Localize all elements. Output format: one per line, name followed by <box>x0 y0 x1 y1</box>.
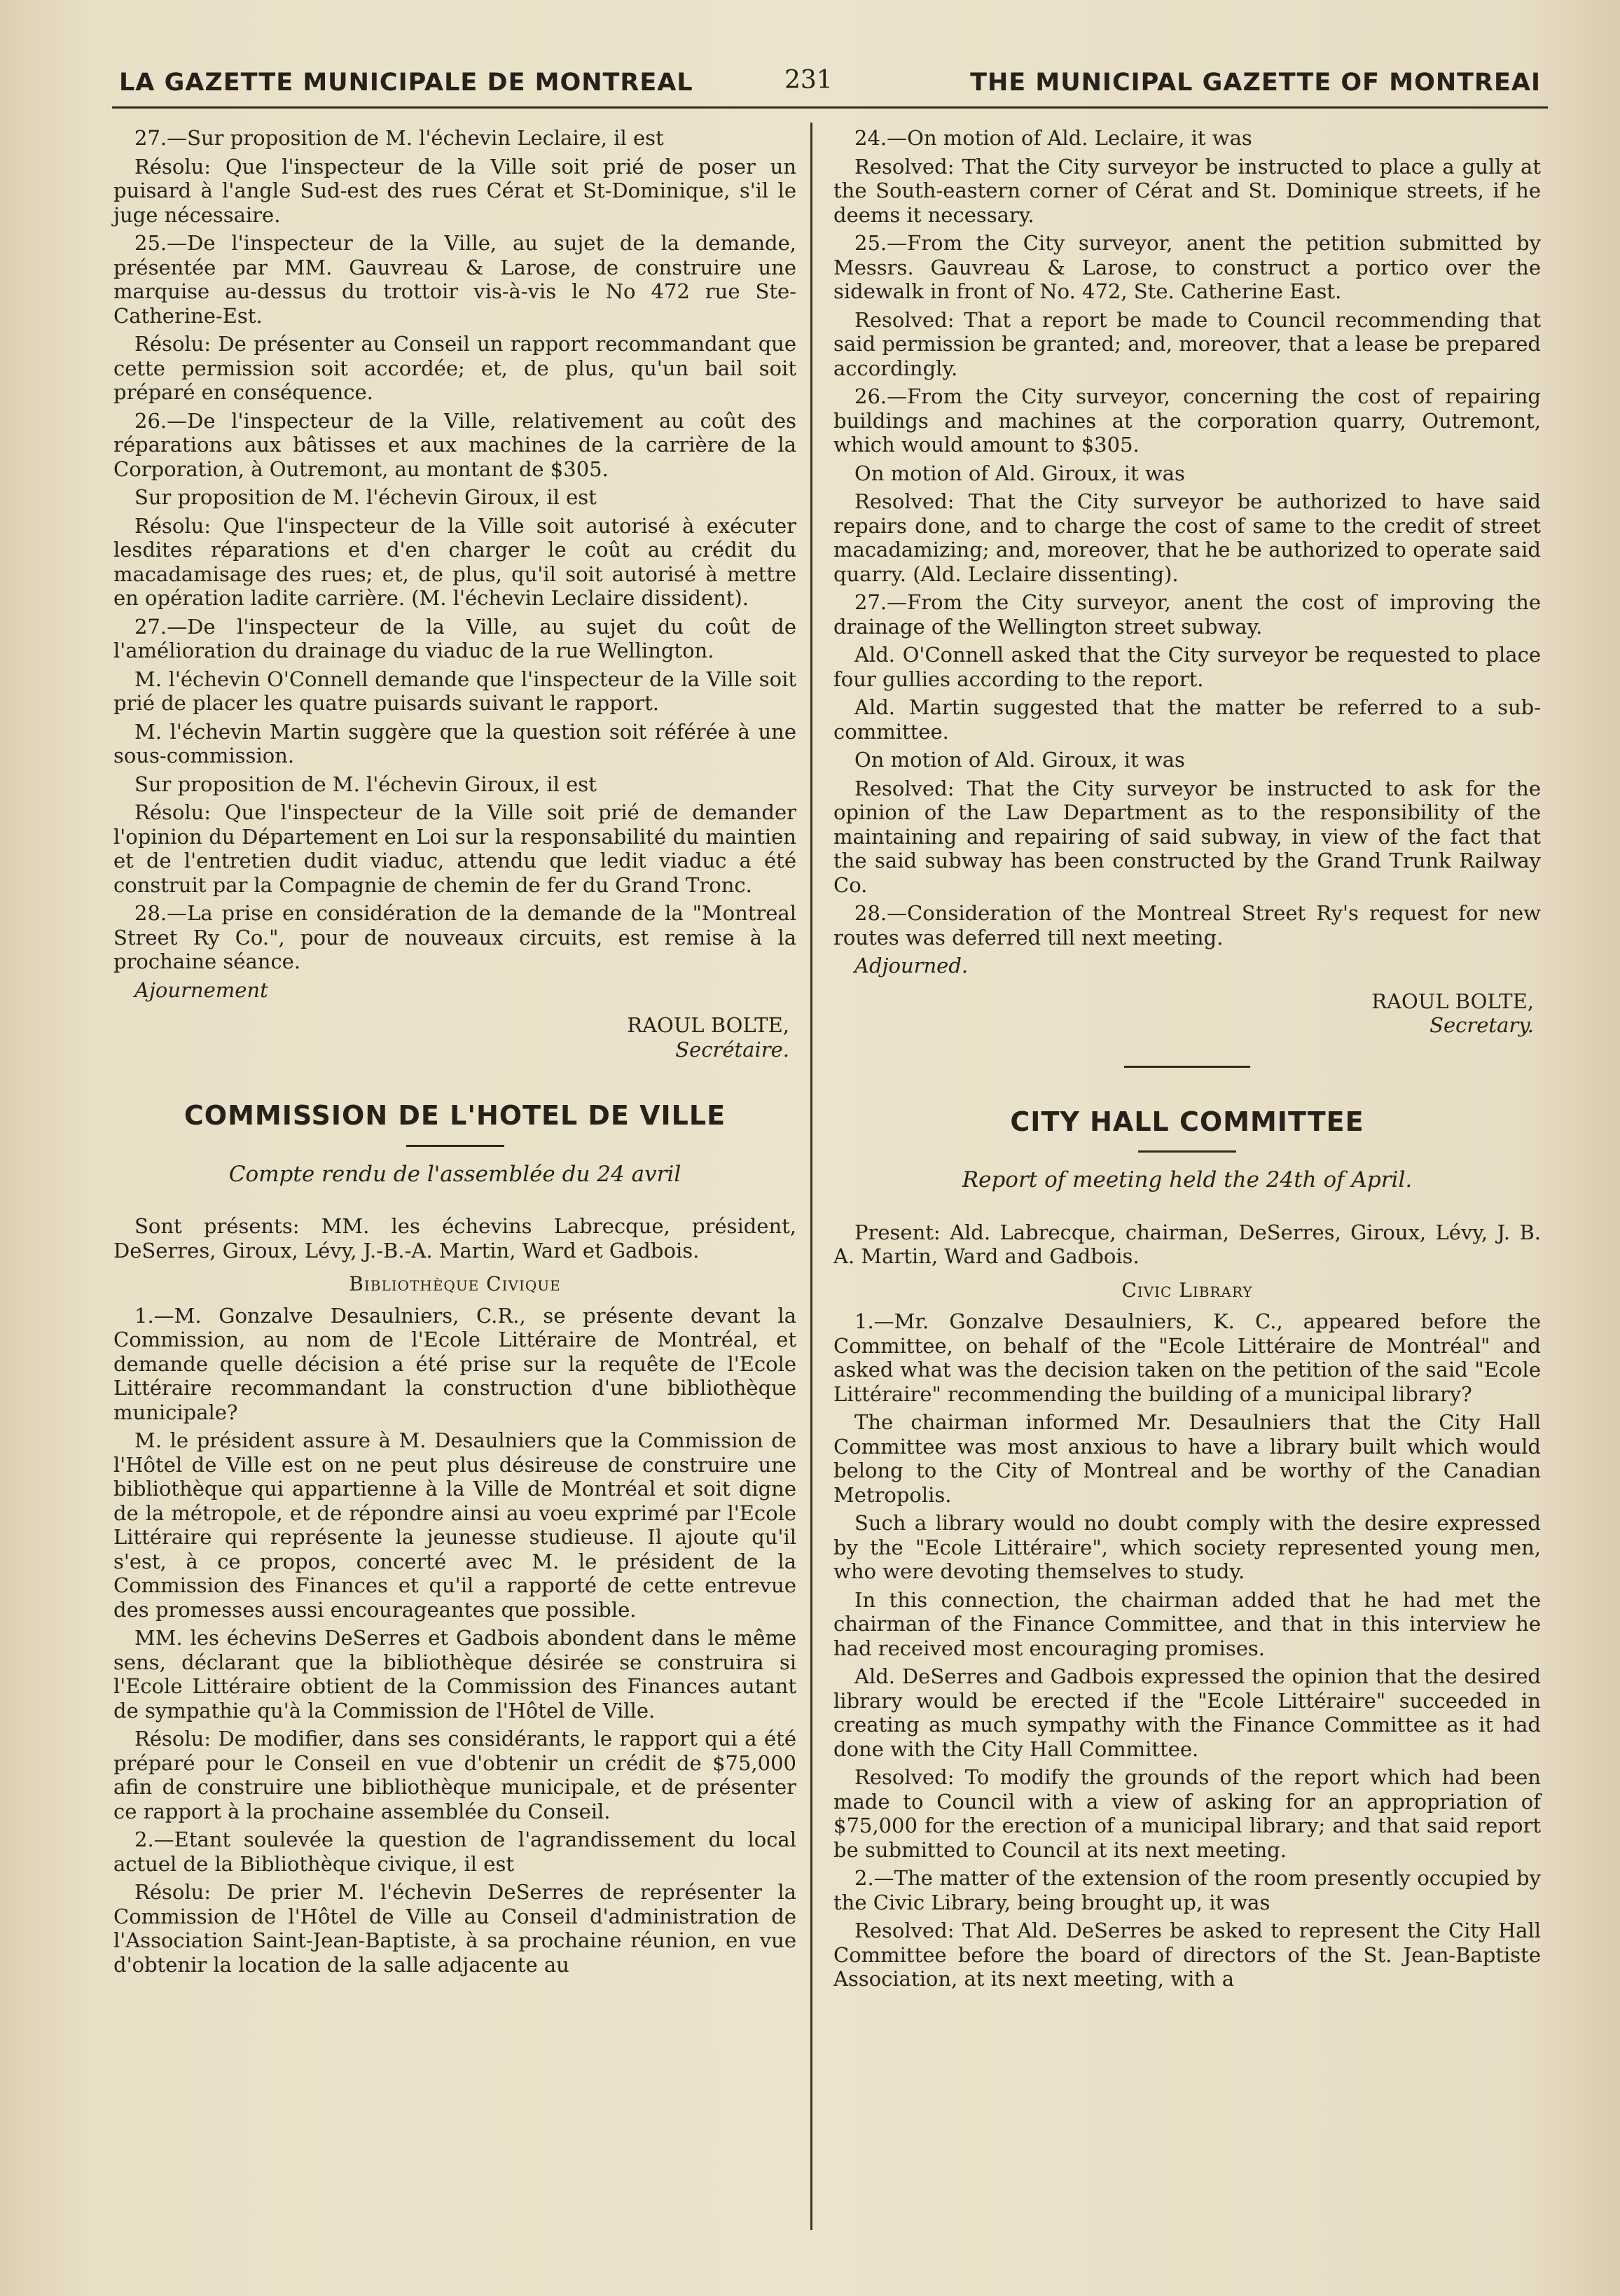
header-french-title: LA GAZETTE MUNICIPALE DE MONTREAL <box>119 69 693 97</box>
fr-paragraph: 26.—De l'inspecteur de la Ville, relativement au coût des réparations aux bâtisses et aux machines de la carrière de la Corporation, à Outremont, au montant de $305. <box>113 408 796 481</box>
fr-paragraph: 27.—De l'inspecteur de la Ville, au sujet du coût de l'amélioration du drainage du viaduc de la rue Wellington. <box>113 614 796 662</box>
en-paragraph: 24.—On motion of Ald. Leclaire, it was <box>854 126 1252 150</box>
en-paragraph: On motion of Ald. Giroux, it was <box>854 461 1185 485</box>
en-paragraph: Such a library would no doubt comply with the desire expressed by the "Ecole Littéraire", which society represented young men, who were devoting themselves to study. <box>833 1511 1541 1583</box>
english-column <box>833 126 1541 1996</box>
fr-paragraph: Sur proposition de M. l'échevin Giroux, il est <box>134 485 597 509</box>
fr-paragraph: Résolu: Que l'inspecteur de la Ville soit autorisé à exécuter lesdites réparations et d'en charger le coût au crédit du macadamisage des rues; et, de plus, qu'il soit autorisé à mettre en opération ladite carrière. (M. l'échevin Leclaire dissident). <box>113 513 796 610</box>
fr-signature-role: Secrétaire. <box>675 1037 789 1062</box>
header-english-title: THE MUNICIPAL GAZETTE OF MONTREAI <box>970 69 1541 97</box>
page-number: 231 <box>784 66 833 95</box>
fr-paragraph: 27.—Sur proposition de M. l'échevin Leclaire, il est <box>134 126 664 150</box>
en-paragraph: 25.—From the City surveyor, anent the petition submitted by Messrs. Gauvreau & Larose, to construct a portico over the sidewalk in front of No. 472, Ste. Catherine East. <box>833 231 1541 303</box>
fr-signature <box>113 1013 796 1062</box>
fr-paragraph: 2.—Etant soulevée la question de l'agrandissement du local actuel de la Bibliothèque civique, il est <box>113 1828 796 1876</box>
fr-paragraph: M. l'échevin O'Connell demande que l'inspecteur de la Ville soit prié de placer les quatre puisards suivant le rapport. <box>113 667 796 715</box>
en-paragraph: In this connection, the chairman added that he had met the chairman of the Finance Committee, and that in this interview he had received most encouraging promises. <box>833 1587 1541 1660</box>
fr-paragraph: Sur proposition de M. l'échevin Giroux, il est <box>134 772 597 796</box>
en-signature-name: RAOUL BOLTE, <box>1371 989 1534 1013</box>
column-divider <box>810 123 812 2230</box>
en-paragraph: 1.—Mr. Gonzalve Desaulniers, K. C., appeared before the Committee, on behalf of the "Ecole Littéraire de Montréal" and asked what was the decision taken on the petition of the said "Ecole Littéraire" recommending the building of a municipal library? <box>833 1309 1541 1406</box>
fr-section-subtitle: Compte rendu de l'assemblée du 24 avril <box>228 1161 681 1187</box>
en-divider-rule <box>1124 1066 1250 1068</box>
fr-paragraph: Résolu: De prier M. l'échevin DeSerres de représenter la Commission de l'Hôtel de Ville au Conseil d'administration de l'Association Saint-Jean-Baptiste, à sa prochaine réunion, en vue d'obtenir la location de la salle adjacente au <box>113 1880 796 1977</box>
fr-subheading: Bibliothèque Civique <box>349 1272 561 1295</box>
fr-paragraph: Résolu: Que l'inspecteur de la Ville soit prié de poser un puisard à l'angle Sud-est des rues Cérat et St-Dominique, s'il le juge nécessaire. <box>113 154 796 227</box>
en-paragraph: Ald. DeSerres and Gadbois expressed the opinion that the desired library would be erected if the "Ecole Littéraire" succeeded in creating as much sympathy with the Finance Committee as it had done with the City Hall Committee. <box>833 1664 1541 1761</box>
fr-paragraph: 28.—La prise en considération de la demande de la "Montreal Street Ry Co.", pour de nouveaux circuits, est remise à la prochaine séance. <box>113 901 796 973</box>
fr-paragraph: Résolu: Que l'inspecteur de la Ville soit prié de demander l'opinion du Département en Loi sur la responsabilité du maintien et de l'entretien dudit viaduc, attendu que ledit viaduc a été construit par la Compagnie de chemin de fer du Grand Tronc. <box>113 800 796 897</box>
en-paragraph: Resolved: That a report be made to Council recommending that said permission be granted; and, moreover, that a lease be prepared accordingly. <box>833 307 1541 380</box>
fr-adjournment: Ajournement <box>134 977 268 1002</box>
en-paragraph: Resolved: That the City surveyor be instructed to ask for the opinion of the Law Department as to the responsibility of the maintaining and repairing of said subway, in view of the fact that the said subway has been constructed by the Grand Trunk Railway Co. <box>833 776 1541 897</box>
en-paragraph: On motion of Ald. Giroux, it was <box>854 748 1185 772</box>
en-section-title: CITY HALL COMMITTEE <box>1010 1106 1364 1137</box>
french-column <box>113 126 796 1981</box>
en-paragraph: Resolved: That the City surveyor be instructed to place a gully at the South-eastern corner of Cérat and St. Dominique streets, if he deems it necessary. <box>833 154 1541 227</box>
fr-section-rule <box>406 1145 504 1147</box>
fr-paragraph: Résolu: De présenter au Conseil un rapport recommandant que cette permission soit accordée; et, de plus, qu'un bail soit préparé en conséquence. <box>113 332 796 404</box>
header-rule <box>112 106 1548 109</box>
fr-signature-name: RAOUL BOLTE, <box>627 1013 789 1037</box>
en-paragraph: The chairman informed Mr. Desaulniers that the City Hall Committee was most anxious to have a library built which would belong to the City of Montreal and be worthy of the Canadian Metropolis. <box>833 1410 1541 1507</box>
en-paragraph: Resolved: That the City surveyor be authorized to have said repairs done, and to charge the cost of same to the credit of street macadamizing; and, moreover, that he be authorized to operate said quarry. (Ald. Leclaire dissenting). <box>833 489 1541 586</box>
fr-paragraph: 1.—M. Gonzalve Desaulniers, C.R., se présente devant la Commission, au nom de l'Ecole Littéraire de Montréal, et demande quelle décision a été prise sur la requête de l'Ecole Littéraire recommandant la construction d'une bibliothèque municipale? <box>113 1303 796 1424</box>
en-paragraph: Ald. O'Connell asked that the City surveyor be requested to place four gullies according to the report. <box>833 643 1541 691</box>
en-section-rule <box>1138 1150 1236 1153</box>
en-paragraph: 2.—The matter of the extension of the room presently occupied by the Civic Library, being brought up, it was <box>833 1866 1541 1914</box>
en-paragraph: Resolved: To modify the grounds of the report which had been made to Council with a view of asking for an appropriation of $75,000 for the erection of a municipal library; and that said report be submitted to Council at its next meeting. <box>833 1765 1541 1862</box>
en-subheading: Civic Library <box>1121 1278 1253 1302</box>
page-header <box>119 63 1541 112</box>
fr-paragraph: M. le président assure à M. Desaulniers que la Commission de l'Hôtel de Ville est on ne peut plus désireuse de construire une bibliothèque qui appartienne à la Ville de Montréal et soit digne de la métropole, et de répondre ainsi au voeu exprimé par l'Ecole Littéraire qui représente la jeunesse studieuse. Il ajoute qu'il s'est, à ce propos, concerté avec M. le président de la Commission des Finances et qu'il a rapporté de cette entrevue des promesses aussi encourageantes que possible. <box>113 1428 796 1622</box>
fr-present: Sont présents: MM. les échevins Labrecque, président, DeSerres, Giroux, Lévy, J.-B.-A. Martin, Ward et Gadbois. <box>113 1214 796 1262</box>
en-adjournment: Adjourned. <box>854 954 969 977</box>
en-paragraph: Ald. Martin suggested that the matter be referred to a sub-committee. <box>833 695 1541 744</box>
en-present: Present: Ald. Labrecque, chairman, DeSerres, Giroux, Lévy, J. B. A. Martin, Ward and Gadbois. <box>833 1220 1541 1268</box>
en-paragraph: 28.—Consideration of the Montreal Street Ry's request for new routes was deferred till next meeting. <box>833 901 1541 949</box>
fr-paragraph: M. l'échevin Martin suggère que la question soit référée à une sous-commission. <box>113 719 796 767</box>
en-paragraph: 27.—From the City surveyor, anent the cost of improving the drainage of the Wellington street subway. <box>833 590 1541 639</box>
fr-paragraph: 25.—De l'inspecteur de la Ville, au sujet de la demande, présentée par MM. Gauvreau & Larose, de construire une marquise au-dessus du trottoir vis-à-vis le No 472 rue Ste-Catherine-Est. <box>113 231 796 328</box>
fr-section-title: COMMISSION DE L'HOTEL DE VILLE <box>184 1100 726 1131</box>
fr-paragraph: MM. les échevins DeSerres et Gadbois abondent dans le même sens, déclarant que la bibliothèque désirée se construira si l'Ecole Littéraire obtient de la Commission des Finances autant de sympathie qu'à la Commission de l'Hôtel de Ville. <box>113 1626 796 1723</box>
en-signature-role: Secretary. <box>1429 1013 1534 1037</box>
fr-paragraph: Résolu: De modifier, dans ses considérants, le rapport qui a été préparé pour le Conseil en vue d'obtenir un crédit de $75,000 afin de construire une bibliothèque municipale, et de présenter ce rapport à la prochaine assemblée du Conseil. <box>113 1727 796 1823</box>
en-section-subtitle: Report of meeting held the 24th of April. <box>962 1167 1413 1192</box>
en-paragraph: 26.—From the City surveyor, concerning the cost of repairing buildings and machines at the corporation quarry, Outremont, which would amount to $305. <box>833 384 1541 457</box>
en-signature <box>833 989 1541 1038</box>
en-paragraph: Resolved: That Ald. DeSerres be asked to represent the City Hall Committee before the board of directors of the St. Jean-Baptiste Association, at its next meeting, with a <box>833 1919 1541 1991</box>
